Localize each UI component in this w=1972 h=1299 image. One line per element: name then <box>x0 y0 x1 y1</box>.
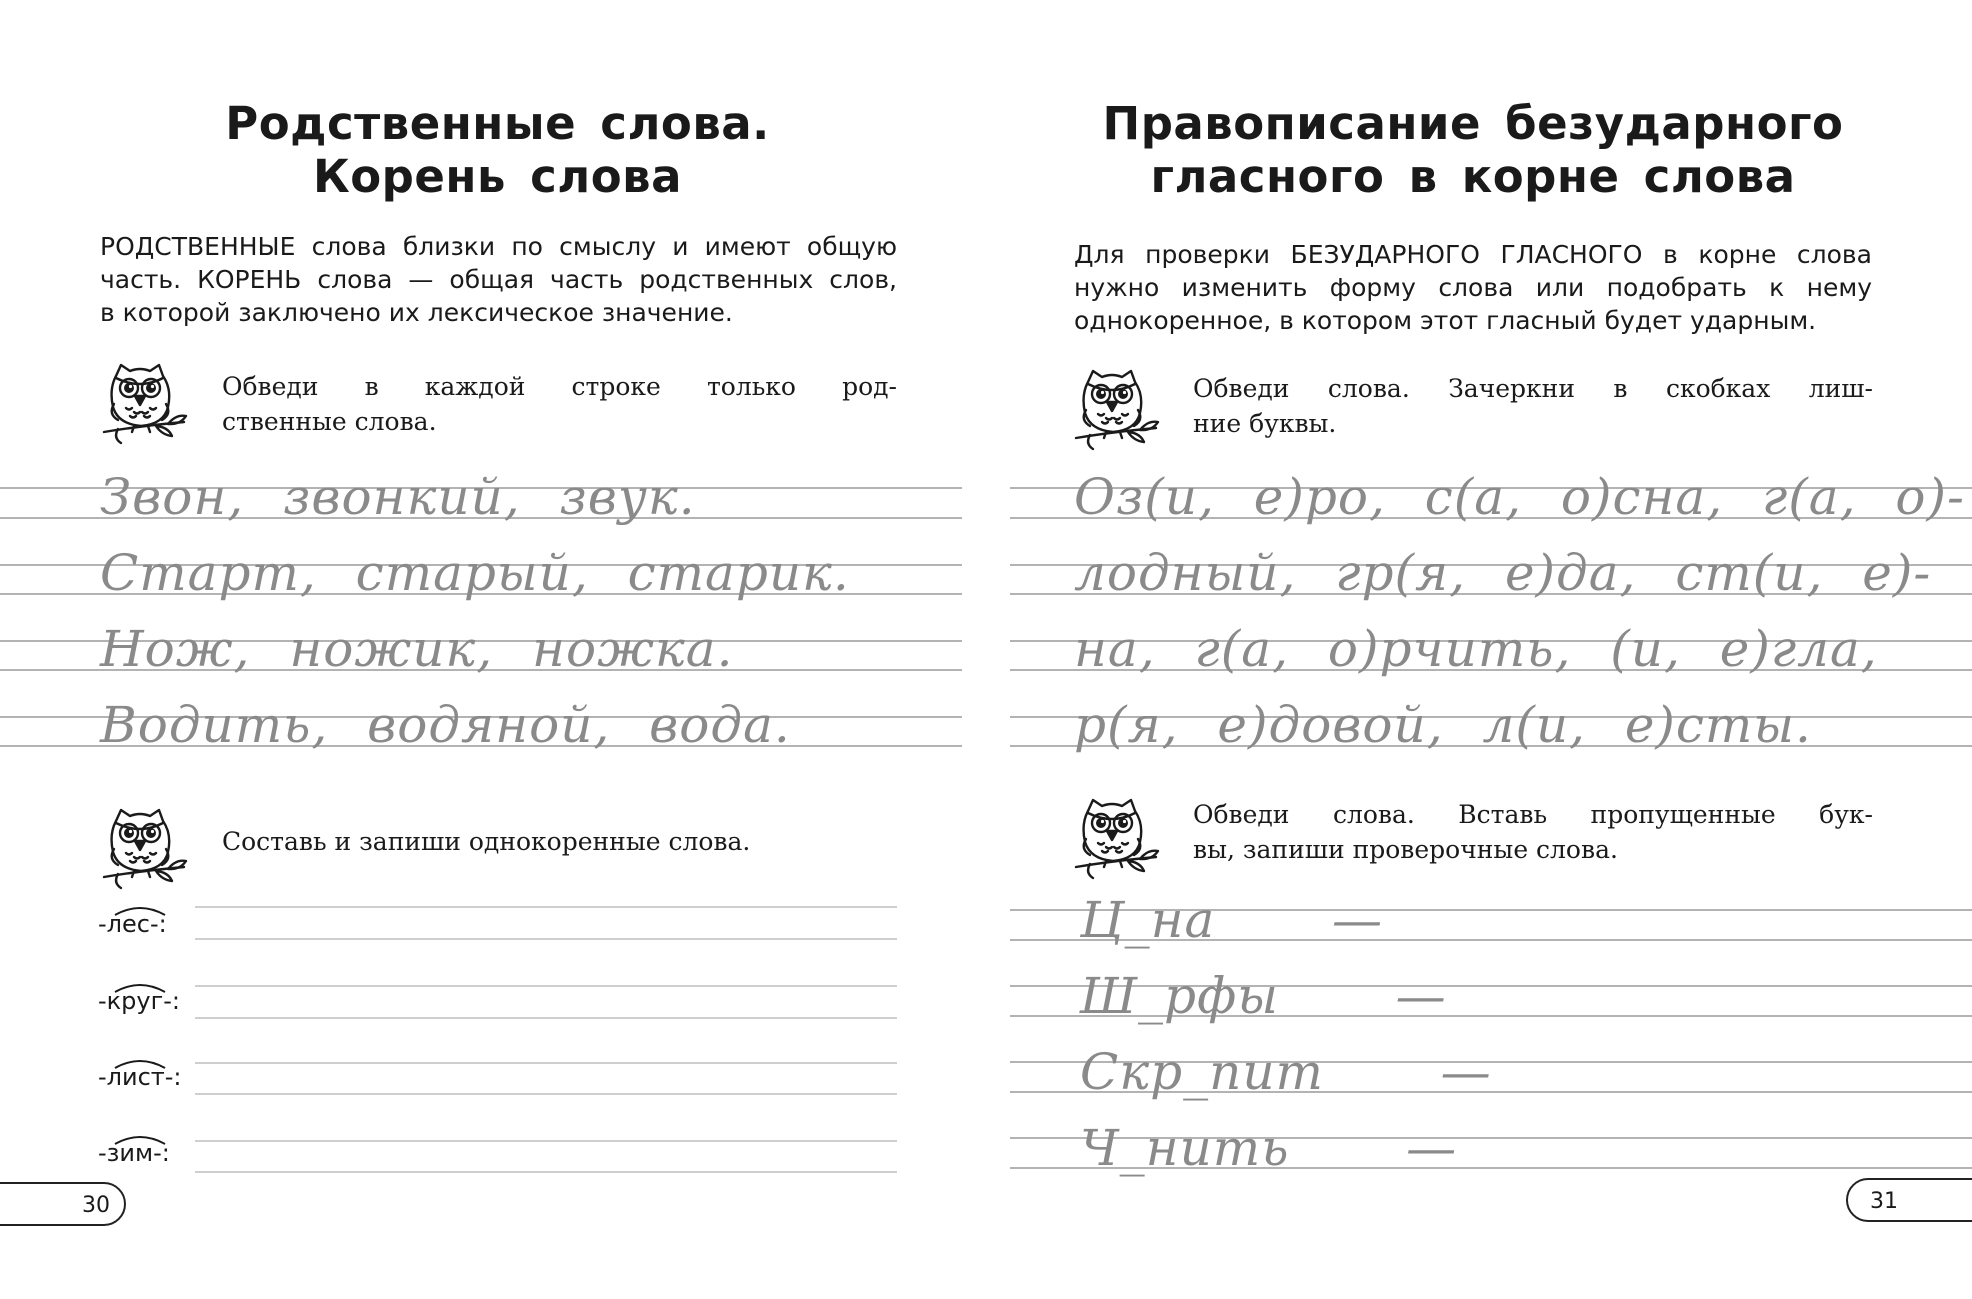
root-label-text: -зим-: <box>98 1139 170 1167</box>
title-line: Корень слова <box>312 150 683 203</box>
cursive-line: Оз(и, е)ро, с(а, о)сна, г(а, о)- <box>1074 468 1965 526</box>
title-line: гласного в корне слова <box>1150 150 1796 203</box>
rule-line: нужно изменить форму слова или подобрать к нему <box>1074 273 1872 302</box>
instruction-line: Составь и запиши однокоренные слова. <box>222 827 751 856</box>
cursive-line: Ц_на — <box>1080 891 1384 949</box>
instruction-line: ственные слова. <box>222 407 437 436</box>
cursive-line: Ш_рфы — <box>1080 967 1447 1025</box>
cursive-line: Нож, ножик, ножка. <box>100 620 734 678</box>
instruction-line: Обведи слова. Вставь пропущенные бук- <box>1193 800 1873 829</box>
page-number: 31 <box>1870 1189 1898 1214</box>
rule-line: РОДСТВЕННЫЕ слова близки по смыслу и имеют общую <box>100 232 897 261</box>
instruction-line: Обведи слова. Зачеркни в скобках лиш- <box>1193 374 1873 403</box>
instruction-line: ние буквы. <box>1193 409 1337 438</box>
rule-line: часть. КОРЕНЬ слова — общая часть родственных слов, <box>100 265 897 294</box>
root-label-text: -лист-: <box>98 1063 182 1091</box>
cursive-line: р(я, е)довой, л(и, е)сты. <box>1074 696 1812 754</box>
cursive-line: Ч_нить — <box>1080 1119 1458 1177</box>
page-number-right <box>1846 1178 1972 1222</box>
root-label-text: -лес-: <box>98 910 167 938</box>
cursive-line: лодный, гр(я, е)да, ст(и, е)- <box>1074 544 1932 602</box>
title-line: Родственные слова. <box>225 97 770 150</box>
instruction-line: вы, запиши проверочные слова. <box>1193 835 1618 864</box>
rule-line: в которой заключено их лексическое значение. <box>100 298 733 327</box>
right-task2-instruction <box>1193 797 1873 867</box>
title-line: Правописание безударного <box>1102 97 1844 150</box>
cursive-line: Водить, водяной, вода. <box>100 696 791 754</box>
page-number: 30 <box>82 1193 110 1218</box>
instruction-line: Обведи в каждой строке только род- <box>222 372 897 401</box>
cursive-line: на, г(а, о)рчить, (и, е)гла, <box>1074 620 1878 678</box>
cursive-line: Старт, старый, старик. <box>100 544 850 602</box>
rule-line: Для проверки БЕЗУДАРНОГО ГЛАСНОГО в корне слова <box>1074 240 1872 269</box>
owl-icon <box>1068 795 1163 880</box>
cursive-line: Скр_пит — <box>1080 1043 1492 1101</box>
root-label-text: -круг-: <box>98 987 180 1015</box>
rule-line: однокоренное, в котором этот гласный будет ударным. <box>1074 306 1817 335</box>
cursive-line: Звон, звонкий, звук. <box>100 468 696 526</box>
